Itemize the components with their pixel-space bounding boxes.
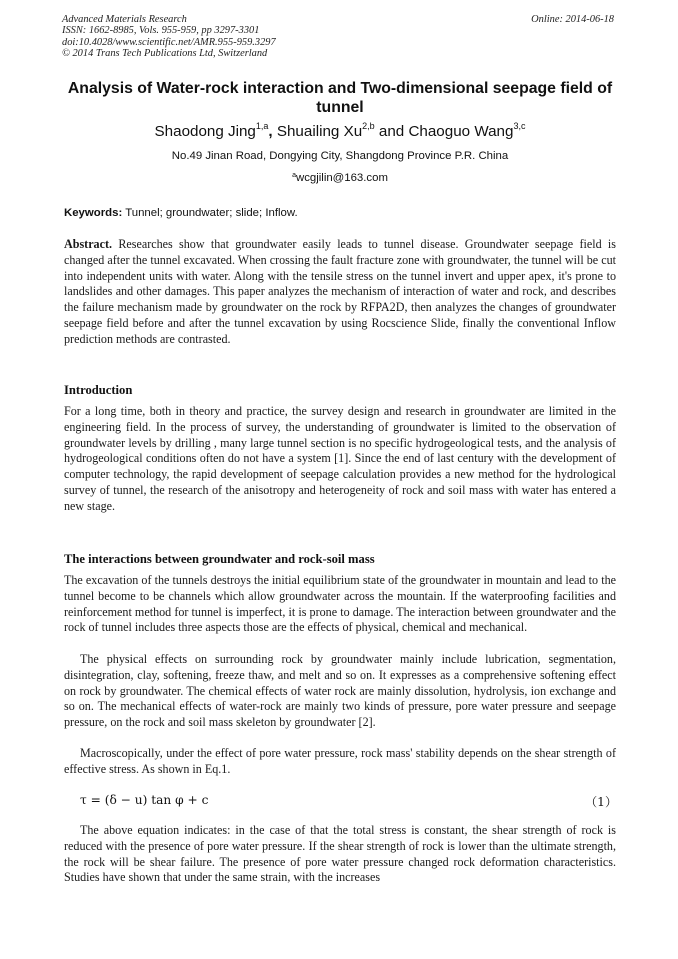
paper-title: Analysis of Water-rock interaction and Two-dimensional seepage field of tunnel xyxy=(67,80,613,116)
paragraph: For a long time, both in theory and practice, the survey design and research in groundwater are limited in the engineering field. In the process of survey, the understanding of groundwater is limited to the observation of groundwater levels by drilling , many large tunnel section is no specific hydrogeological tests, and the analysis of hydrogeological conditions often do not have a system [1]. Since the end of last century with the development of computer technology, the rapid development of seepage calculation provides a new method for the hydrological survey of tunnel, the research of the anisotropy and heterogeneity of rock and soil mass with water has entered a new stage. xyxy=(64,404,616,513)
author-separator: , xyxy=(268,123,273,140)
keywords xyxy=(64,206,616,221)
journal-copyright: © 2014 Trans Tech Publications Ltd, Switzerland xyxy=(62,48,268,60)
email-address[interactable]: wcgjilin@163.com xyxy=(295,172,388,184)
email-superscript: a xyxy=(292,172,296,179)
paragraph: The excavation of the tunnels destroys the initial equilibrium state of the groundwater in mountain and lead to the tunnel become to be channels which allow groundwater across the mountain. If the waterproofing facilities and reinforcement method for tunnel is imperfect, it is prone to damage. The interaction between groundwater and the rock of tunnel includes three aspects those are the effects of physical, chemical and mechanical. xyxy=(64,573,616,635)
author-2-name: Shuailing Xu xyxy=(272,123,363,140)
author-line xyxy=(60,122,620,142)
journal-doi: doi:10.4028/www.scientific.net/AMR.955-959.3297 xyxy=(62,36,276,48)
affiliation: No.49 Jinan Road, Dongying City, Shangdong Province P.R. China xyxy=(171,150,509,162)
email-line xyxy=(60,170,620,186)
section-heading-introduction: Introduction xyxy=(64,383,133,397)
section-heading-interactions: The interactions between groundwater and rock-soil mass xyxy=(64,552,375,566)
journal-header xyxy=(62,14,482,60)
author-2-superscript: 2,b xyxy=(362,121,375,131)
paragraph: Macroscopically, under the effect of pore water pressure, rock mass' stability depends on the shear strength of effective stress. As shown in Eq.1. xyxy=(64,746,616,776)
author-1-name: Shaodong Jing xyxy=(154,123,256,140)
author-3-name: and Chaoguo Wang xyxy=(374,123,514,140)
keywords-label: Keywords: xyxy=(64,207,123,219)
author-1-superscript: 1,a xyxy=(255,121,269,131)
keywords-text: Tunnel; groundwater; slide; Inflow. xyxy=(122,207,298,219)
author-3-superscript: 3,c xyxy=(513,121,526,131)
equation: τ = (δ − u) tan φ + c xyxy=(80,793,209,807)
abstract xyxy=(64,237,616,348)
equation-number: （1） xyxy=(585,795,618,809)
online-date: Online: 2014-06-18 xyxy=(531,14,614,25)
abstract-text: Researches show that groundwater easily leads to tunnel disease. Groundwater seepage field is changed after the tunnel excavated. When crossing the fault fracture zone with groundwater, the tunnel will be cut into independent units with water. Along with the tensile stress on the tunnel invert and upper apex, it's prone to landslides and other damages. This paper analyzes the mechanism of interaction of water and rock, and describes the failure mechanism made by groundwater on the rock by RFPA2D, then analyzes the changes of groundwater seepage field before and after the tunnel excavation by using Rocscience Slide, finally the conventional Inflow prediction methods are contrasted. xyxy=(64,237,616,346)
abstract-label: Abstract. xyxy=(64,237,113,251)
journal-name: Advanced Materials Research xyxy=(62,14,187,25)
journal-issn: ISSN: 1662-8985, Vols. 955-959, pp 3297-3301 xyxy=(62,25,260,37)
paragraph: The physical effects on surrounding rock by groundwater mainly include lubrication, segmentation, disintegration, clay, softening, freeze thaw, and melt and so on. It expresses as a comprehensive softening effect on rock by groundwater. The chemical effects of water rock are mainly dissolution, hydrolysis, ion exchange and so on. The mechanical effects of water-rock are mainly two kinds of pressure, pore water pressure and seepage pressure, on the rock and soil mass skeleton by groundwater [2]. xyxy=(64,652,616,730)
paragraph: The above equation indicates: in the case of that the total stress is constant, the shear strength of rock is reduced with the presence of pore water pressure. If the shear strength of rock is lower than the ultimate strength, the rock will be shear failure. The presence of pore water pressure changed rock deformation characteristics. Studies have shown that under the same strain, with the increases xyxy=(64,823,616,885)
